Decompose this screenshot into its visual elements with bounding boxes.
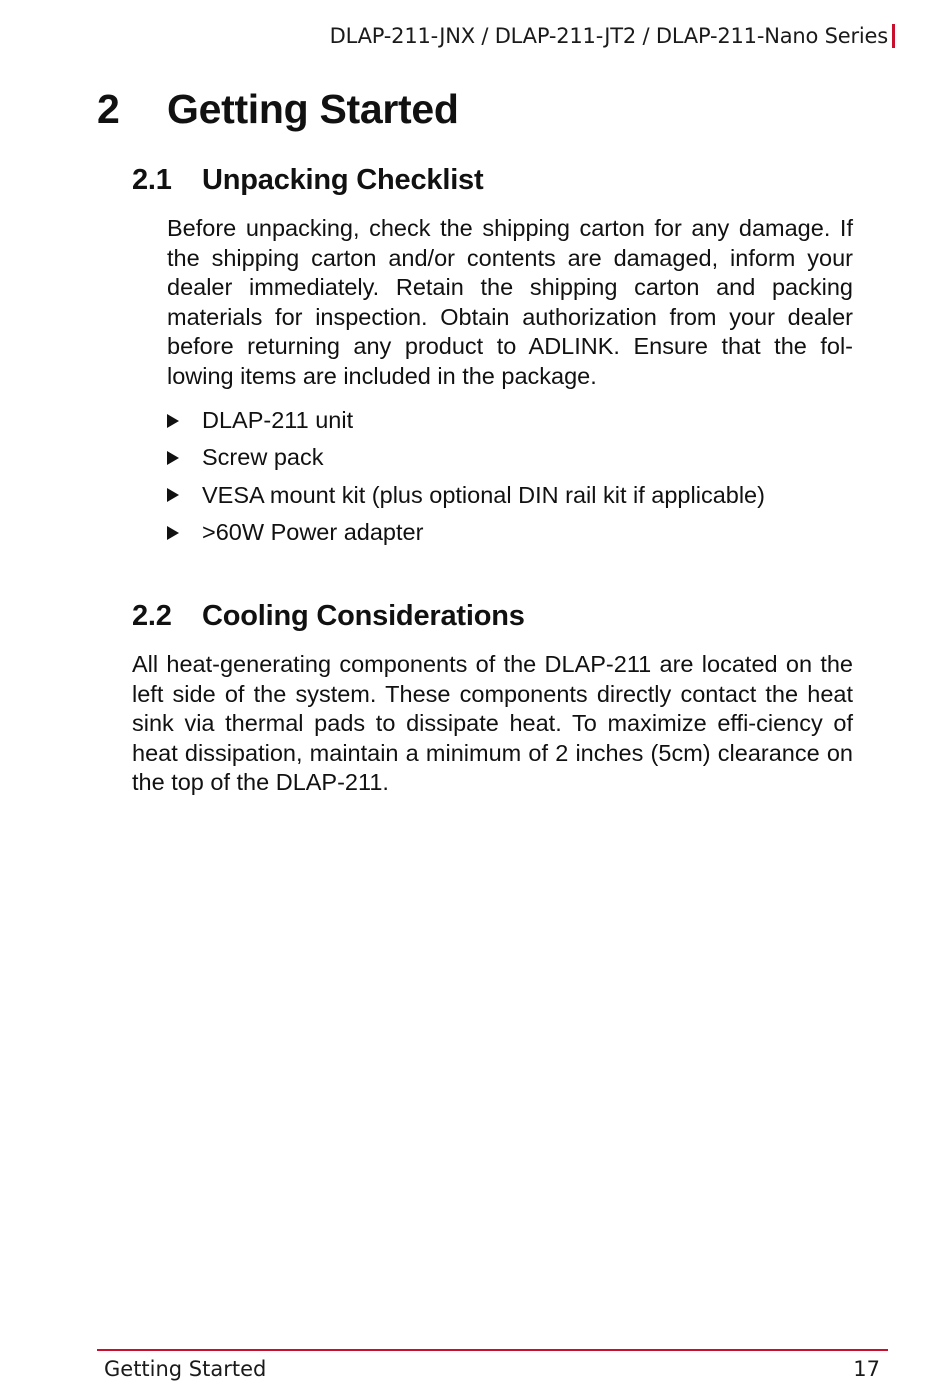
section-number: 2.2 [132,600,172,632]
section-heading-cooling [132,600,525,633]
chapter-title: Getting Started [167,86,459,132]
list-item-text: >60W Power adapter [202,519,424,546]
list-item-text: DLAP-211 unit [202,407,354,434]
cooling-paragraph: All heat-generating components of the DLAP-211 are located on the left side of the system. These components directly contact the heat sink via thermal pads to dissipate heat. To maximize effi-ciency of heat dissipation, maintain a minimum of 2 inches (5cm) clearance on the top of the DLAP-211. [132,651,853,796]
triangle-right-icon [167,414,179,428]
chapter-heading [97,86,459,133]
page-number: 17 [853,1357,880,1381]
package-contents-list [167,402,765,551]
list-item [167,514,765,551]
list-item [167,402,765,439]
list-item [167,477,765,514]
header-accent-bar [892,24,895,48]
running-header-title: DLAP-211-JNX / DLAP-211-JT2 / DLAP-211-Nano Series [329,24,888,48]
chapter-number: 2 [97,86,120,132]
triangle-right-icon [167,451,179,465]
list-item-text: VESA mount kit (plus optional DIN rail kit if applicable) [202,481,765,508]
list-item-text: Screw pack [202,444,324,471]
section-title: Cooling Considerations [202,600,525,632]
list-item [167,439,765,476]
triangle-right-icon [167,488,179,502]
running-header [330,24,895,48]
triangle-right-icon [167,526,179,540]
section-number: 2.1 [132,164,172,196]
section-heading-unpacking [132,164,483,197]
footer-divider [97,1349,888,1351]
section-title: Unpacking Checklist [202,164,484,196]
footer-section-name: Getting Started [104,1357,267,1381]
unpacking-paragraph: Before unpacking, check the shipping carton for any damage. If the shipping carton and/or contents are damaged, inform your dealer immediately. Retain the shipping carton and packing materials for inspection. Obtain authorization from your dealer before returning any product to ADLINK. Ensure that the fol-lowing items are included in the package. [167,215,853,389]
